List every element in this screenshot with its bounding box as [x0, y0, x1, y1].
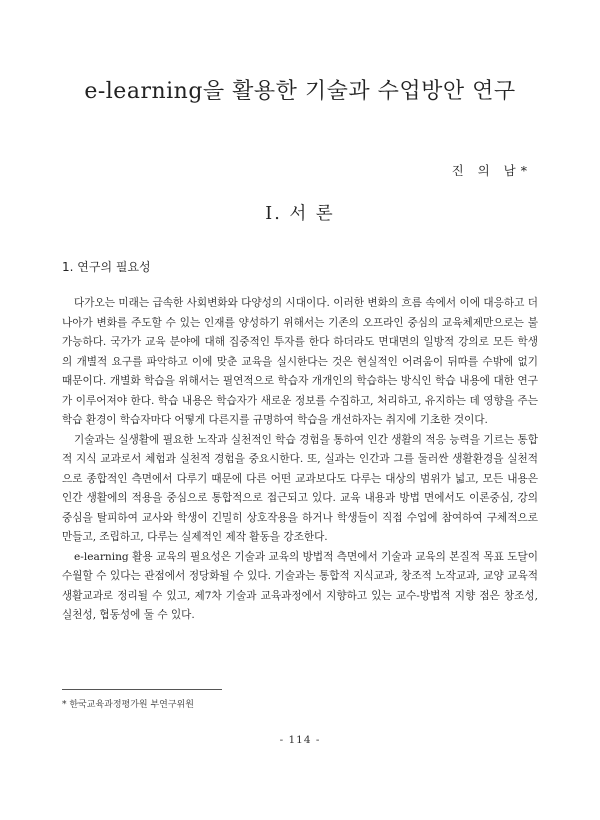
author-name: 진 의 남* [451, 163, 532, 178]
paper-title: e-learning을 활용한 기술과 수업방안 연구 [84, 79, 516, 104]
footnote: * 한국교육과정평가원 부연구위원 [62, 700, 194, 710]
footnote-divider [62, 689, 222, 690]
subsection-heading: 1. 연구의 필요성 [62, 260, 151, 274]
page-number: - 114 - [279, 734, 321, 746]
paragraph-2: 기술과는 실생활에 필요한 노작과 실천적인 학습 경험을 통하여 인간 생활의 적응 능력을 기르는 통합적 지식 교과로서 체험과 실천적 경험을 중요시한다. 또, 실과는 인간과 그를 둘러싼 생활환경을 실천적으로 종합적인 측면에서 다루기 때문에 다른 어떤 교과보다도 다루는 대상의 범위가 넓고, 모든 내용은 인간 생활에의 적용을 중심으로 통합적으로 접근되고 있다. 교육 내용과 방법 면에서도 이론중심, 강의중심을 탈피하여 교사와 학생이 긴밀히 상호작용을 하거나 학생들이 직접 수업에 참여하여 구체적으로 만들고, 조립하고, 다루는 실제적인 제작 활동을 강조한다. [62, 433, 538, 543]
paragraph-3: e-learning 활용 교육의 필요성은 기술과 교육의 방법적 측면에서 기술과 교육의 본질적 목표 도달이 수월할 수 있다는 관점에서 정당화될 수 있다. 기술과는 통합적 지식교과, 창조적 노작교과, 교양 교육적 생활교과로 정리될 수 있고, 제7차 기술과 교육과정에서 지향하고 있는 교수-방법적 지향 점은 창조성, 실천성, 협동성에 둘 수 있다. [62, 550, 538, 621]
paragraph-1: 다가오는 미래는 급속한 사회변화와 다양성의 시대이다. 이러한 변화의 흐름 속에서 이에 대응하고 더 나아가 변화를 주도할 수 있는 인재를 양성하기 위해서는 기존의 오프라인 중심의 교육체제만으로는 불가능하다. 국가가 교육 분야에 대해 집중적인 투자를 한다 하더라도 면대면의 일방적 강의로 모든 학생의 개별적 요구를 파악하고 이에 맞춘 교육을 실시한다는 것은 현실적인 어려움이 뒤따를 수밖에 없기 때문이다. 개별화 학습을 위해서는 필연적으로 학습자 개개인의 학습하는 방식인 학습 내용에 대한 연구가 이루어져야 한다. 학습 내용은 학습자가 새로운 정보를 수집하고, 처리하고, 유지하는 데 영향을 주는 학습 환경이 학습자마다 어떻게 다른지를 규명하여 학습을 개선하자는 취지에 기초한 것이다. [62, 297, 538, 426]
body-text [62, 294, 538, 626]
section-heading: Ⅰ. 서 론 [265, 204, 335, 224]
